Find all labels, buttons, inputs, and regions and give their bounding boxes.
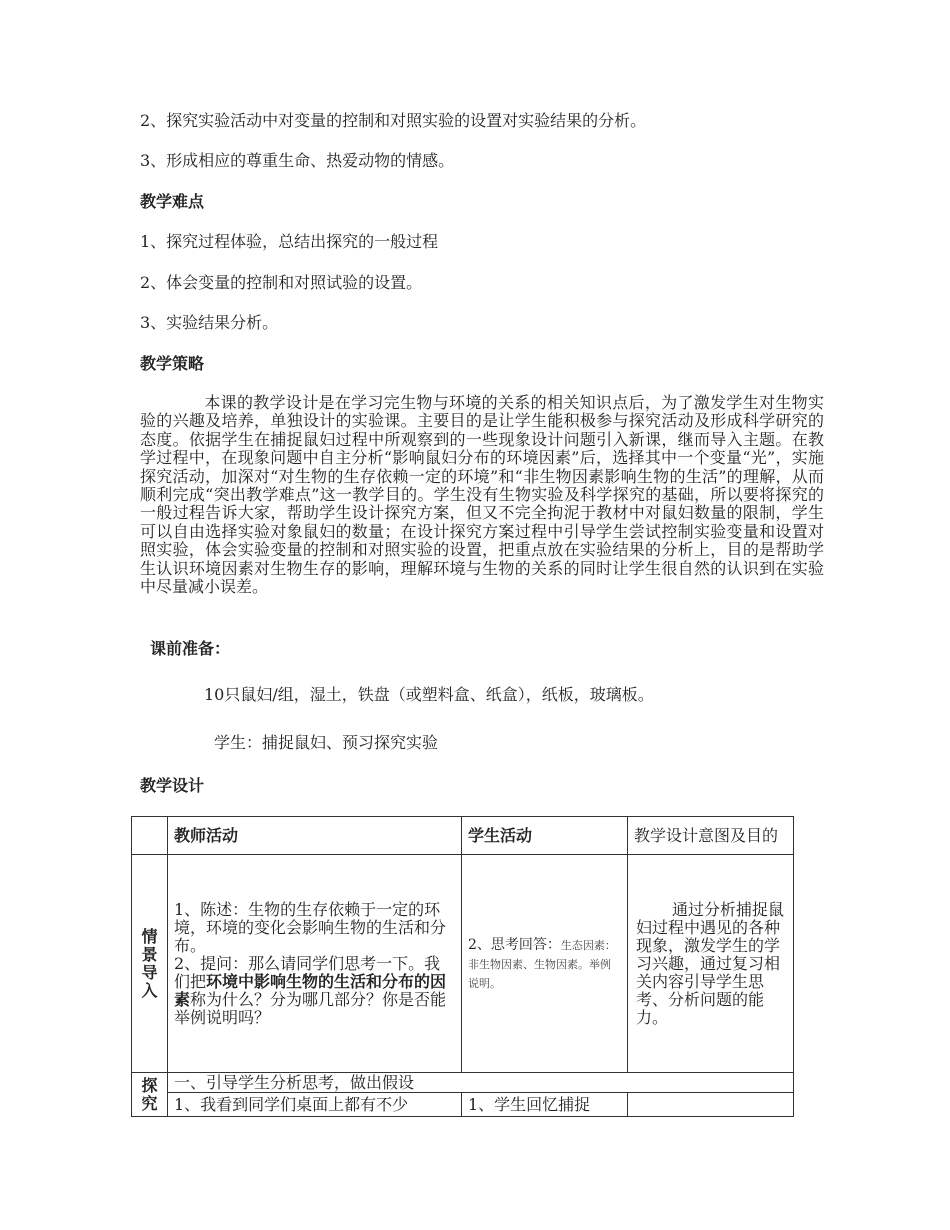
table-row xyxy=(132,855,794,1073)
strategy-text: 本课的教学设计是在学习完生物与环境的关系的相关知识点后，为了激发学生对生物实验的兴趣及培养，单独设计的实验课。主要目的是让学生能积极参与探究活动及形成科学研究的态度。依据学生在捕捉鼠妇过程中所观察到的一些现象设计问题引入新课，继而导入主题。在教学过程中，在现象问题中自主分析“影响鼠妇分布的环境因素”后，选择其中一个变量“光”，实施探究活动，加深对“对生物的生存依赖一定的环境”和“非生物因素影响生物的生活”的理解，从而顺利完成“突出教学难点”这一教学目的。学生没有生物实验及科学探究的基础，所以要将探究的一般过程告诉大家，帮助学生设计探究方案，但又不完全拘泥于教材中对鼠妇数量的限制，学生可以自由选择实验对象鼠妇的数量；在设计探究方案过程中引导学生尝试控制实验变量和设置对照实验，体会实验变量的控制和对照实验的设置，把重点放在实验结果的分析上，目的是帮助学生认识环境因素对生物生存的影响，理解环境与生物的关系的同时让学生很自然的认识到在实验中尽量减小误差。 xyxy=(140,393,824,597)
difficulty-item-2: 2、体会变量的控制和对照试验的设置。 xyxy=(140,273,423,292)
header-student-activity: 学生活动 xyxy=(462,817,628,855)
teacher-activity-cell xyxy=(168,855,462,1073)
goal-item-3: 3、形成相应的尊重生命、热爱动物的情感。 xyxy=(140,151,455,170)
design-purpose-cell xyxy=(628,1093,794,1117)
strategy-heading: 教学策略 xyxy=(140,354,205,373)
table-header-row xyxy=(132,817,794,855)
header-design-purpose: 教学设计意图及目的 xyxy=(628,817,794,855)
student-answer-text: 生态因素：非生物因素、生物因素。举例说明。 xyxy=(468,939,616,990)
stage-cell: 情景导入 xyxy=(132,855,168,1073)
table-row xyxy=(132,1073,794,1093)
strategy-paragraph xyxy=(140,394,824,596)
preparation-students: 学生：捕捉鼠妇、预习探究实验 xyxy=(214,733,439,752)
stage-cell: 探究 xyxy=(132,1073,168,1117)
preparation-materials: 10只鼠妇/组，湿土，铁盘（或塑料盒、纸盒），纸板，玻璃板。 xyxy=(204,685,654,704)
difficulties-heading: 教学难点 xyxy=(140,192,205,211)
teacher-question xyxy=(174,955,455,1027)
section-title-cell: 一、引导学生分析思考，做出假设 xyxy=(168,1073,794,1093)
student-activity-cell: 1、学生回忆捕捉 xyxy=(462,1093,628,1117)
difficulty-item-1: 1、探究过程体验，总结出探究的一般过程 xyxy=(140,232,439,251)
difficulty-item-3: 3、实验结果分析。 xyxy=(140,313,279,332)
student-activity-cell xyxy=(462,855,628,1073)
teacher-activity-cell: 1、我看到同学们桌面上都有不少 xyxy=(168,1093,462,1117)
student-answer-label: 2、思考回答： xyxy=(468,937,561,953)
goal-item-2: 2、探究实验活动中对变量的控制和对照实验的设置对实验结果的分析。 xyxy=(140,111,647,130)
design-purpose-cell xyxy=(628,855,794,1073)
preparation-heading: 课前准备： xyxy=(150,639,231,658)
table-corner-cell xyxy=(132,817,168,855)
table-row xyxy=(132,1093,794,1117)
teacher-question-end: 称为什么？分为哪几部分？你是否能举例说明吗？ xyxy=(174,989,447,1027)
teacher-question-start: 2、提问：那么请同学们思考一下。我们把 xyxy=(174,953,441,991)
design-purpose-text: 通过分析捕捉鼠妇过程中遇见的各种现象，激发学生的学习兴趣，通过复习相关内容引导学生思考、分析问题的能力。 xyxy=(636,899,785,1027)
design-heading: 教学设计 xyxy=(140,776,205,795)
teaching-design-table xyxy=(131,816,794,1117)
header-teacher-activity: 教师活动 xyxy=(168,817,462,855)
teacher-question-emphasis: 环境中影响生物的生活和分布的因素 xyxy=(174,971,447,1009)
teacher-statement: 1、陈述：生物的生存依赖于一定的环境，环境的变化会影响生物的生活和分布。 xyxy=(174,899,447,955)
